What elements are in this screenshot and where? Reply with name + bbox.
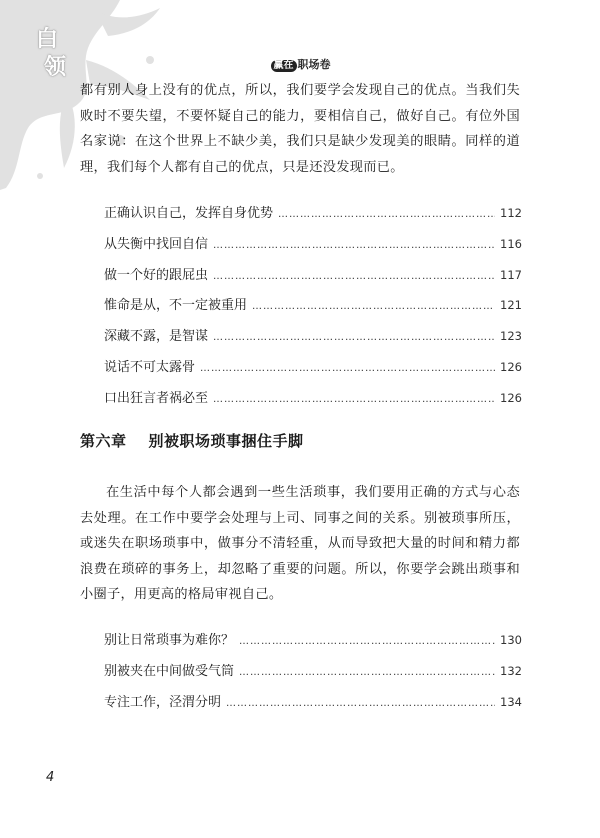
- toc-entry-title: 别被夹在中间做受气筒: [104, 663, 235, 679]
- toc-entry[interactable]: [104, 325, 522, 356]
- chapter-heading: [80, 430, 304, 451]
- intro-paragraph: 都有别人身上没有的优点，所以，我们要学会发现自己的优点。当我们失败时不要失望，不要怀疑自己的能力，要相信自己，做好自己。有位外国名家说：在这个世界上不缺少美，我们只是缺少发现美的眼睛。同样的道理，我们每个人都有自己的优点，只是还没发现而已。: [80, 83, 520, 175]
- toc-entry-page: 121: [500, 298, 522, 313]
- toc-entry-title: 别让日常琐事为难你？: [104, 633, 235, 648]
- toc-entry-page: 112: [500, 206, 522, 220]
- toc-entry-page: 126: [500, 359, 522, 374]
- toc-entry[interactable]: [104, 264, 522, 295]
- toc-leader: [239, 636, 495, 647]
- book-title-badge: 赢在: [271, 60, 297, 72]
- toc-leader: [226, 698, 495, 709]
- toc-leader: [278, 209, 495, 220]
- toc-entry-page: 134: [500, 694, 522, 709]
- toc-entry-title: 深藏不露，是智谋: [104, 329, 209, 345]
- toc-entry[interactable]: [104, 691, 522, 722]
- corner-title: [36, 26, 66, 82]
- chapter-intro-paragraph: 在生活中每个人都会遇到一些生活琐事，我们要用正确的方式与心态去处理。在工作中要学会处理与上司、同事之间的关系。别被琐事所压，或迷失在职场琐事中，做事分不清轻重，从而导致把大量的时间和精力都浪费在琐碎的事务上，却忽略了重要的问题。所以，你要学会跳出琐事和小圈子，用更高的格局审视自己。: [80, 485, 520, 602]
- toc-entry-page: 132: [500, 663, 522, 678]
- toc-entry-page: 117: [500, 267, 522, 282]
- toc-entry-title: 惟命是从，不一定被重用: [104, 298, 248, 314]
- toc-entry-title: 口出狂言者祸必至: [104, 390, 209, 406]
- toc-leader: [213, 332, 495, 343]
- toc-leader: [213, 240, 495, 251]
- toc-leader: [239, 667, 495, 678]
- book-title-rest: 职场卷: [297, 58, 331, 71]
- corner-title-char-2: 领: [44, 55, 67, 80]
- corner-title-char-1: 白: [36, 27, 59, 52]
- page-number: 4: [46, 770, 55, 785]
- toc-entry-page: 123: [500, 329, 522, 344]
- toc-entry-title: 从失衡中找回自信: [104, 236, 209, 252]
- toc-section-2: [104, 629, 522, 721]
- toc-entry-title: 专注工作，泾渭分明: [104, 694, 222, 710]
- toc-entry-page: 130: [500, 633, 522, 647]
- toc-leader: [213, 394, 495, 405]
- toc-entry-title: 正确认识自己，发挥自身优势: [104, 206, 274, 221]
- toc-entry-page: 126: [500, 390, 522, 405]
- toc-section-1: [104, 202, 522, 418]
- toc-leader: [252, 301, 495, 312]
- toc-entry[interactable]: [104, 356, 522, 387]
- chapter-number: 第六章: [80, 432, 127, 450]
- toc-entry[interactable]: [104, 629, 522, 660]
- toc-entry[interactable]: [104, 233, 522, 264]
- toc-entry[interactable]: [104, 660, 522, 691]
- toc-entry[interactable]: [104, 202, 522, 233]
- toc-leader: [213, 271, 495, 282]
- running-header: [0, 56, 600, 72]
- toc-entry-title: 做一个好的跟屁虫: [104, 267, 209, 283]
- toc-entry[interactable]: [104, 387, 522, 418]
- toc-entry-title: 说话不可太露骨: [104, 359, 196, 375]
- toc-leader: [200, 363, 495, 374]
- toc-entry[interactable]: [104, 294, 522, 325]
- chapter-title: 别被职场琐事捆住手脚: [148, 432, 304, 450]
- toc-entry-page: 116: [500, 236, 522, 251]
